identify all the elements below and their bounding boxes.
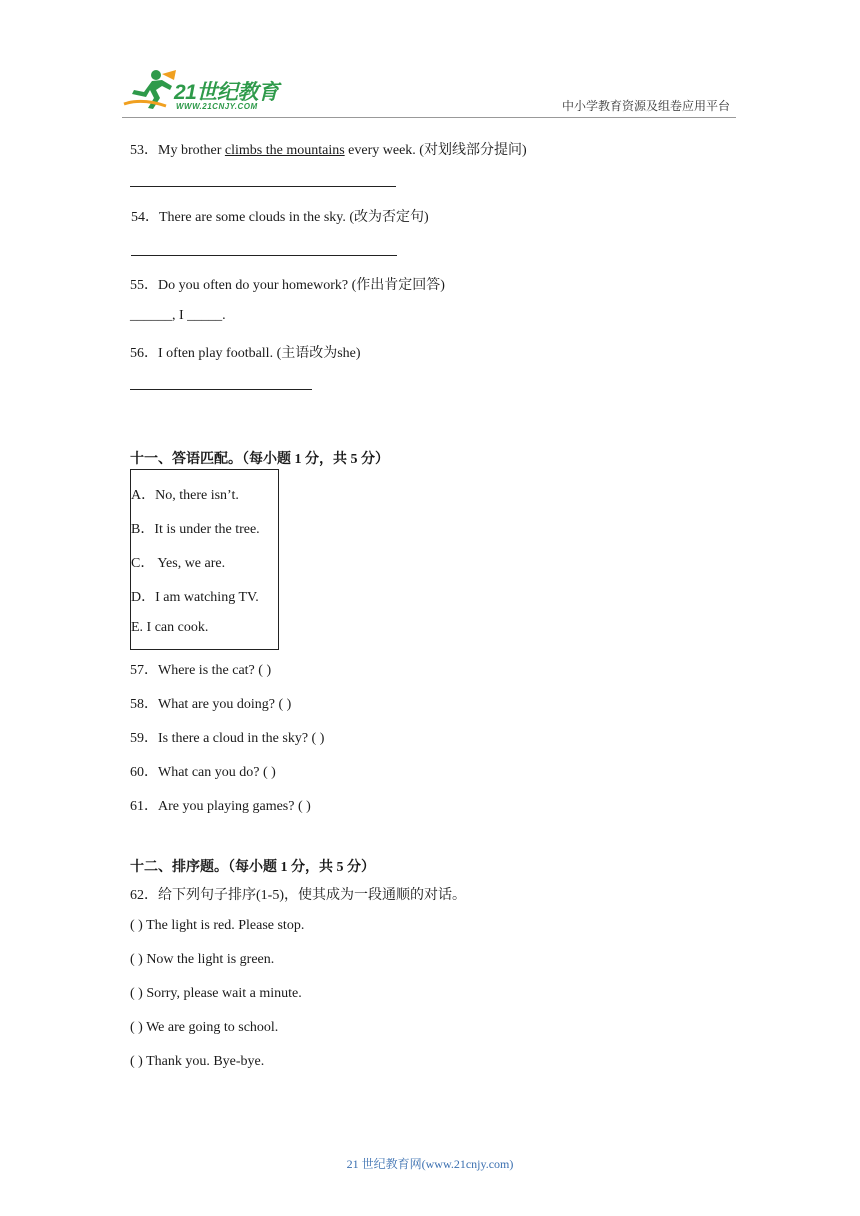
question-61[interactable]: 61．Are you playing games? ( ) [130, 799, 311, 814]
order-item-3[interactable]: ( ) Sorry, please wait a minute. [130, 986, 302, 1001]
option-b: B．It is under the tree. [131, 522, 260, 537]
question-58[interactable]: 58．What are you doing? ( ) [130, 697, 292, 712]
option-d: D．I am watching TV. [131, 590, 259, 605]
order-item-2[interactable]: ( ) Now the light is green. [130, 952, 275, 967]
question-60[interactable]: 60．What can you do? ( ) [130, 765, 276, 780]
section-11-title: 十一、答语匹配。（每小题 1 分，共 5 分） [130, 452, 389, 467]
question-56: 56．I often play football. (主语改为she) [130, 346, 361, 361]
logo-subtitle: WWW.21CNJY.COM [176, 102, 258, 111]
option-e: E. I can cook. [131, 620, 209, 635]
options-box [130, 469, 279, 650]
logo-title: 21世纪教育 [174, 81, 279, 104]
answer-blanks-55[interactable]: ______, I _____. [130, 308, 226, 323]
answer-line-56[interactable] [130, 389, 312, 390]
question-55: 55．Do you often do your homework? (作出肯定回答) [130, 278, 445, 293]
question-54: 54．There are some clouds in the sky. (改为否定句) [131, 210, 429, 225]
header-divider [122, 117, 736, 118]
option-a: A．No, there isn’t. [131, 488, 239, 503]
site-logo [122, 66, 292, 116]
question-53 [130, 139, 527, 159]
answer-line-53[interactable] [130, 186, 396, 187]
platform-name: 中小学教育资源及组卷应用平台 [561, 99, 730, 113]
question-62-instruction: 62．给下列句子排序(1-5)，使其成为一段通顺的对话。 [130, 888, 466, 903]
section-12-title: 十二、排序题。（每小题 1 分，共 5 分） [130, 860, 375, 875]
order-item-5[interactable]: ( ) Thank you. Bye-bye. [130, 1054, 265, 1069]
question-text-post: every week. (对划线部分提问) [344, 143, 527, 158]
question-59[interactable]: 59．Is there a cloud in the sky? ( ) [130, 731, 325, 746]
footer-site[interactable]: 21 世纪教育网(www.21cnjy.com) [346, 1157, 514, 1171]
question-number: 53． [130, 143, 158, 158]
runner-logo-icon [122, 68, 178, 112]
answer-line-54[interactable] [131, 255, 397, 256]
question-text-pre: My brother [158, 143, 225, 158]
order-item-1[interactable]: ( ) The light is red. Please stop. [130, 918, 305, 933]
order-item-4[interactable]: ( ) We are going to school. [130, 1020, 279, 1035]
underlined-phrase: climbs the mountains [224, 143, 345, 158]
question-57[interactable]: 57．Where is the cat? ( ) [130, 663, 272, 678]
option-c: C． Yes, we are. [131, 556, 226, 571]
